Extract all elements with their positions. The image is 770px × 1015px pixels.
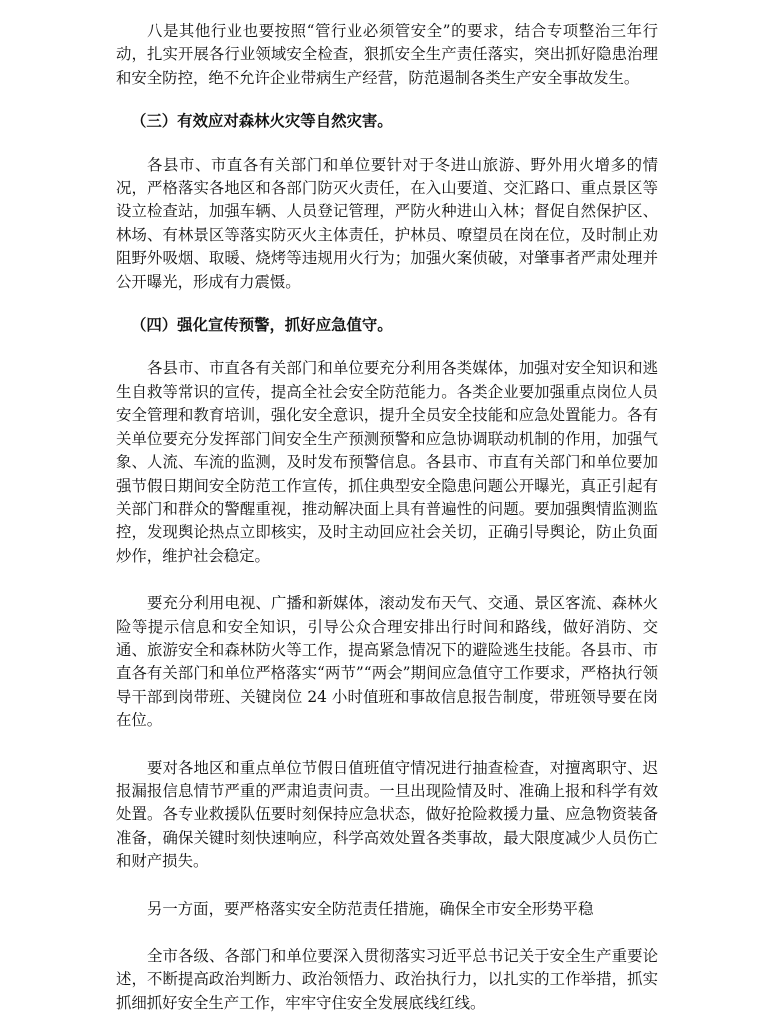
paragraph-spacer: [116, 294, 658, 314]
paragraph-spacer: [116, 337, 658, 357]
paragraph-spacer: [116, 568, 658, 592]
paragraph-spacer: [116, 733, 658, 757]
paragraph-media-warning: 要充分利用电视、广播和新媒体，滚动发布天气、交通、景区客流、森林火险等提示信息和安全知识，引导公众合理安排出行时间和路线，做好消防、交通、旅游安全和森林防火等工作，提高紧急情况下的避险逃生技能。各县市、市直各有关部门和单位严格落实“两节”“两会”期间应急值守工作要求，严格执行领导干部到岗带班、关键岗位 24 小时值班和事故信息报告制度，带班领导要在岗在位。: [116, 594, 658, 730]
paragraph-duty-inspection: 要对各地区和重点单位节假日值班值守情况进行抽查检查，对擅离职守、迟报漏报信息情节严重的严肃追责问责。一旦出现险情及时、准确上报和科学有效处置。各专业救援队伍要时刻保持应急状态，做好抢险救援力量、应急物资装备准备，确保关键时刻快速响应，科学高效处置各类事故，最大限度减少人员伤亡和财产损失。: [116, 758, 658, 871]
paragraph-forest-fire: 各县市、市直各有关部门和单位要针对于冬进山旅游、野外用火增多的情况，严格落实各地区和各部门防灭火责任，在入山要道、交汇路口、重点景区等设立检查站，加强车辆、人员登记管理，严防火种进山入林；督促自然保护区、林场、有林景区等落实防灭火主体责任，护林员、嘹望员在岗在位，及时制止劝阻野外吸烟、取暖、烧烤等违规用火行为；加强火案侦破，对肇事者严肃处理并公开曝光，形成有力震慑。: [116, 155, 658, 291]
section-heading-publicity: （四）强化宣传预警，抓好应急值守。: [131, 316, 393, 335]
paragraph-spacer: [116, 90, 658, 110]
paragraph-conclusion: 全市各级、各部门和单位要深入贯彻落实习近平总书记关于安全生产重要论述，不断提高政治判断力、政治领悟力、政治执行力，以扎实的工作举措，抓实抓细抓好安全生产工作，牢牢守住安全发展底线红线。: [116, 947, 658, 1012]
paragraph-responsibility-measures: 另一方面，要严格落实安全防范责任措施，确保全市安全形势平稳: [147, 899, 594, 918]
paragraph-spacer: [116, 921, 658, 945]
paragraph-spacer: [116, 134, 658, 154]
section-heading-forest-fire: （三）有效应对森林火灾等自然灾害。: [131, 112, 393, 131]
paragraph-other-industries: 八是其他行业也要按照“管行业必须管安全”的要求，结合专项整治三年行动，扎实开展各行业领域安全检查，狠抓安全生产责任落实，突出抓好隐患治理和安全防控，绝不允许企业带病生产经营，防范遏制各类生产安全事故发生。: [116, 22, 658, 87]
paragraph-spacer: [116, 874, 658, 898]
paragraph-publicity: 各县市、市直各有关部门和单位要充分利用各类媒体，加强对安全知识和逃生自救等常识的宣传，提高全社会安全防范能力。各类企业要加强重点岗位人员安全管理和教育培训，强化安全意识，提升全员安全技能和应急处置能力。各有关单位要充分发挥部门间安全生产预测预警和应急协调联动机制的作用，加强气象、人流、车流的监测，及时发布预警信息。各县市、市直有关部门和单位要加强节假日期间安全防范工作宣传，抓住典型安全隐患问题公开曝光，真正引起有关部门和群众的警醒重视，推动解决面上具有普遍性的问题。要加强舆情监测监控，发现舆论热点立即核实，及时主动回应社会关切，正确引导舆论，防止负面炒作，维护社会稳定。: [116, 359, 658, 565]
